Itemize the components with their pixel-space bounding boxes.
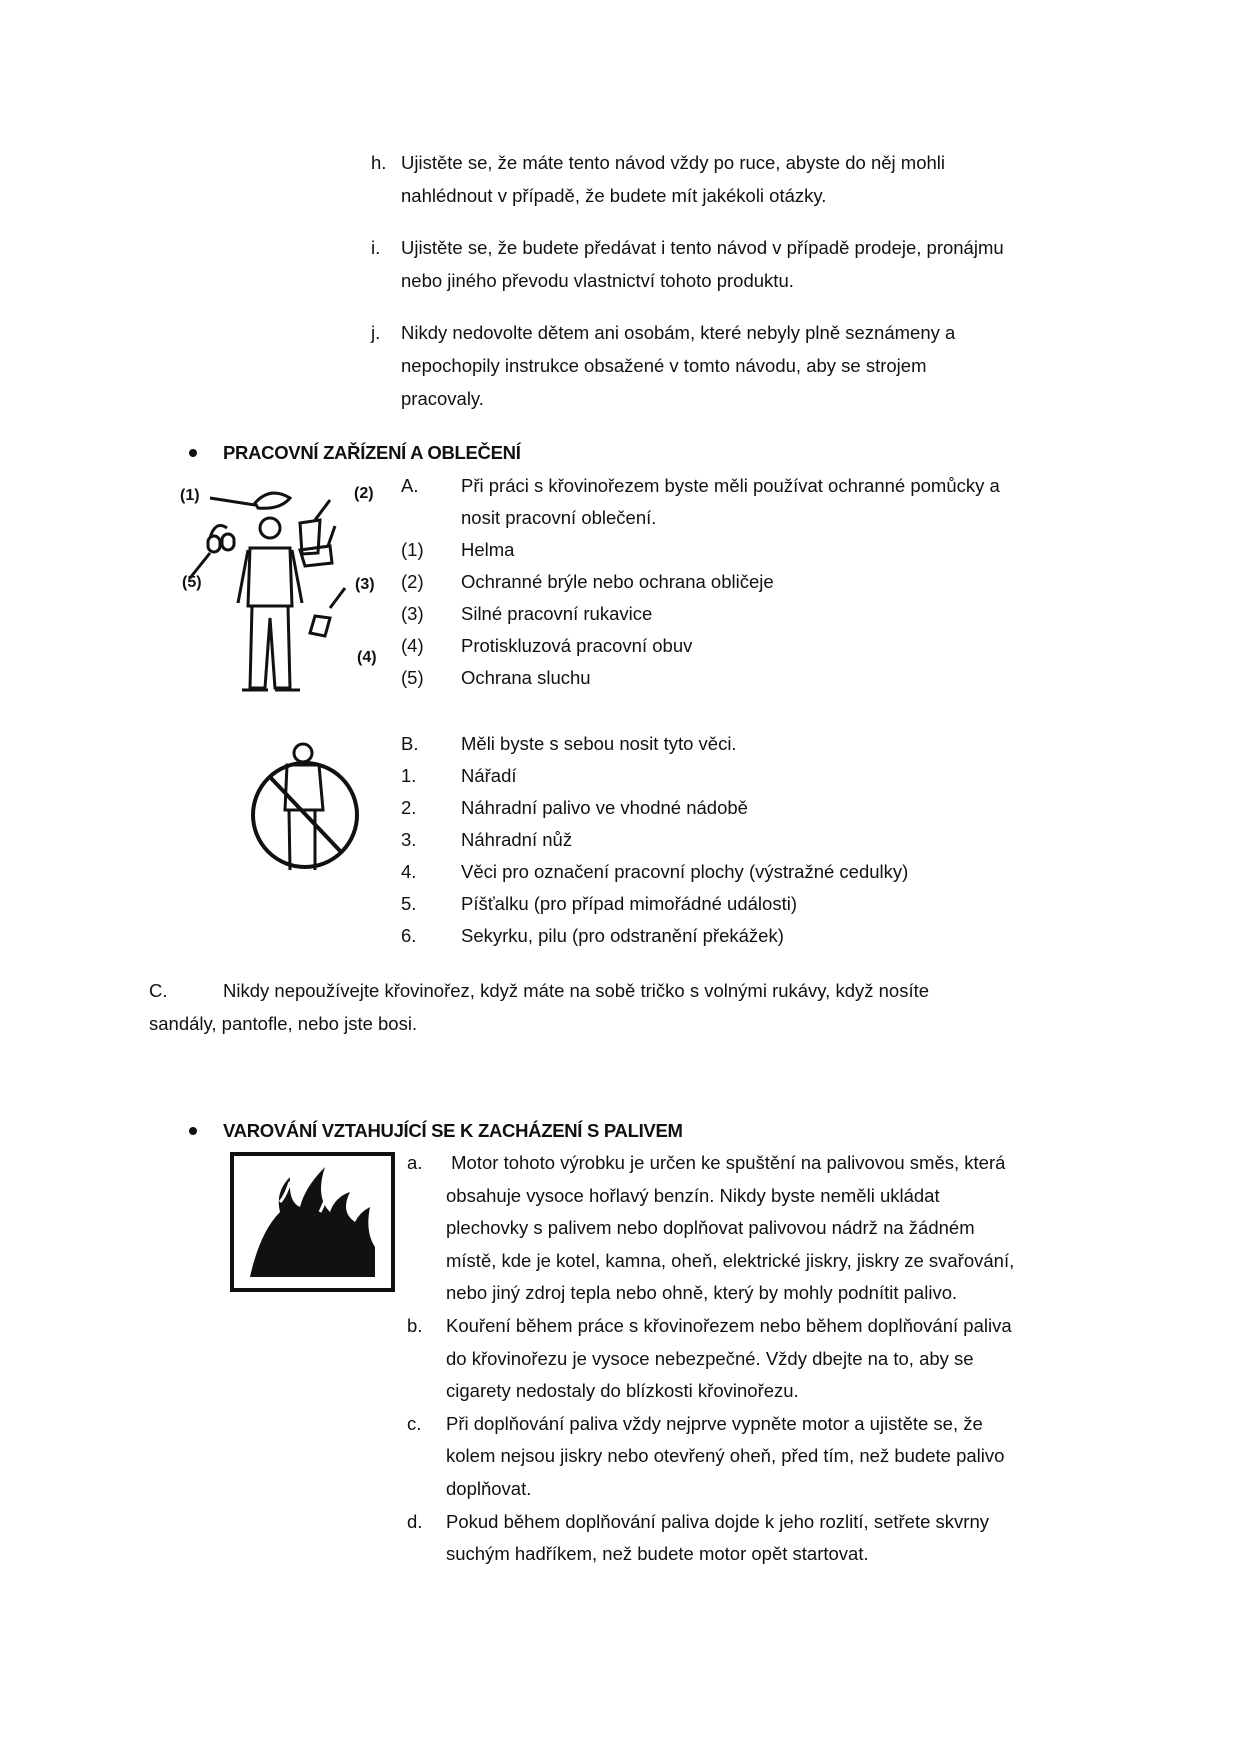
item-label: (5) [401, 667, 424, 688]
item-text: místě, kde je kotel, kamna, oheň, elektrické jiskry, jiskry ze svařování, [446, 1249, 1015, 1271]
item-label: a. [407, 1152, 423, 1173]
item-text: nosit pracovní oblečení. [461, 507, 657, 528]
item-text: Protiskluzová pracovní obuv [461, 635, 693, 656]
item-label: c. [407, 1412, 422, 1434]
item-label: B. [401, 733, 419, 754]
item-text: doplňovat. [446, 1478, 532, 1499]
item-text: Sekyrku, pilu (pro odstranění překážek) [461, 925, 784, 946]
item-text: do křovinořezu je vysoce nebezpečné. Vždy dbejte na to, aby se [446, 1347, 974, 1369]
item-label: 4. [401, 861, 417, 882]
item-label: 1. [401, 765, 417, 786]
prohibited-clothing-illustration [245, 735, 370, 880]
figure-label-5: (5) [182, 574, 202, 591]
item-label: h. [371, 152, 387, 173]
item-label: (4) [401, 635, 424, 656]
item-label: A. [401, 475, 419, 496]
figure-label-1: (1) [180, 487, 200, 504]
item-text: nepochopily instrukce obsažené v tomto návodu, aby se strojem [401, 355, 927, 376]
item-text: nahlédnout v případě, že budete mít jakékoli otázky. [401, 185, 827, 206]
item-label: b. [407, 1315, 423, 1336]
figure-label-4: (4) [357, 649, 377, 666]
item-label: 2. [401, 797, 417, 818]
item-text: Měli byste s sebou nosit tyto věci. [461, 733, 737, 754]
bullet-icon [189, 449, 197, 457]
item-label: C. [149, 980, 168, 1001]
item-text: sandály, pantofle, nebo jste bosi. [149, 1013, 418, 1034]
item-text: Náhradní nůž [461, 829, 573, 850]
item-text: Silné pracovní rukavice [461, 603, 653, 624]
item-label: d. [407, 1510, 423, 1532]
item-text: Helma [461, 539, 515, 560]
item-text: Ochrana sluchu [461, 667, 591, 688]
item-text: obsahuje vysoce hořlavý benzín. Nikdy byste neměli ukládat [446, 1184, 940, 1206]
item-text: Při práci s křovinořezem byste měli používat ochranné pomůcky a [461, 475, 1000, 496]
protective-equipment-illustration [180, 478, 390, 718]
item-text: pracovaly. [401, 388, 484, 409]
item-label: 6. [401, 925, 417, 946]
item-label: j. [371, 322, 381, 343]
item-text: Motor tohoto výrobku je určen ke spuštění na palivovou směs, která [446, 1152, 1006, 1173]
item-text: Při doplňování paliva vždy nejprve vypněte motor a ujistěte se, že [446, 1412, 983, 1434]
section-heading-fuel: VAROVÁNÍ VZTAHUJÍCÍ SE K ZACHÁZENÍ S PALIVEM [223, 1120, 683, 1141]
item-text: Ujistěte se, že budete předávat i tento návod v případě prodeje, pronájmu [401, 237, 1004, 258]
item-label: i. [371, 237, 381, 258]
bullet-icon [189, 1127, 197, 1135]
item-text: Náhradní palivo ve vhodné nádobě [461, 797, 748, 818]
flammable-fire-icon [230, 1152, 395, 1292]
item-label: 5. [401, 893, 417, 914]
item-text: Nářadí [461, 765, 517, 786]
item-text: nebo jiného převodu vlastnictví tohoto produktu. [401, 270, 794, 291]
item-text: nebo jiný zdroj tepla nebo ohně, který by mohly podnítit palivo. [446, 1282, 958, 1304]
section-heading-equipment: PRACOVNÍ ZAŘÍZENÍ A OBLEČENÍ [223, 442, 521, 463]
item-text: Věci pro označení pracovní plochy (výstražné cedulky) [461, 861, 909, 882]
item-text: Nikdy nedovolte dětem ani osobám, které nebyly plně seznámeny a [401, 322, 956, 343]
item-label: (3) [401, 603, 424, 624]
item-text: suchým hadříkem, než budete motor opět startovat. [446, 1543, 869, 1565]
figure-label-3: (3) [355, 576, 375, 593]
paragraph-c [149, 975, 1099, 1007]
item-label: 3. [401, 829, 417, 850]
item-text: Kouření během práce s křovinořezem nebo během doplňování paliva [446, 1315, 1012, 1336]
item-text: plechovky s palivem nebo doplňovat palivovou nádrž na žádném [446, 1217, 975, 1239]
item-label: (2) [401, 571, 424, 592]
item-text: cigarety nedostaly do blízkosti křovinořezu. [446, 1380, 799, 1402]
item-text: Ujistěte se, že máte tento návod vždy po ruce, abyste do něj mohli [401, 152, 945, 173]
figure-label-2: (2) [354, 485, 374, 502]
item-label: (1) [401, 539, 424, 560]
item-text: kolem nejsou jiskry nebo otevřený oheň, před tím, než budete palivo [446, 1445, 1005, 1467]
item-text: Píšťalku (pro případ mimořádné události) [461, 893, 797, 914]
item-text: Nikdy nepoužívejte křovinořez, když máte na sobě tričko s volnými rukávy, když nosíte [223, 980, 930, 1001]
item-text: Pokud během doplňování paliva dojde k jeho rozlití, setřete skvrny [446, 1510, 989, 1532]
item-text: Ochranné brýle nebo ochrana obličeje [461, 571, 774, 592]
